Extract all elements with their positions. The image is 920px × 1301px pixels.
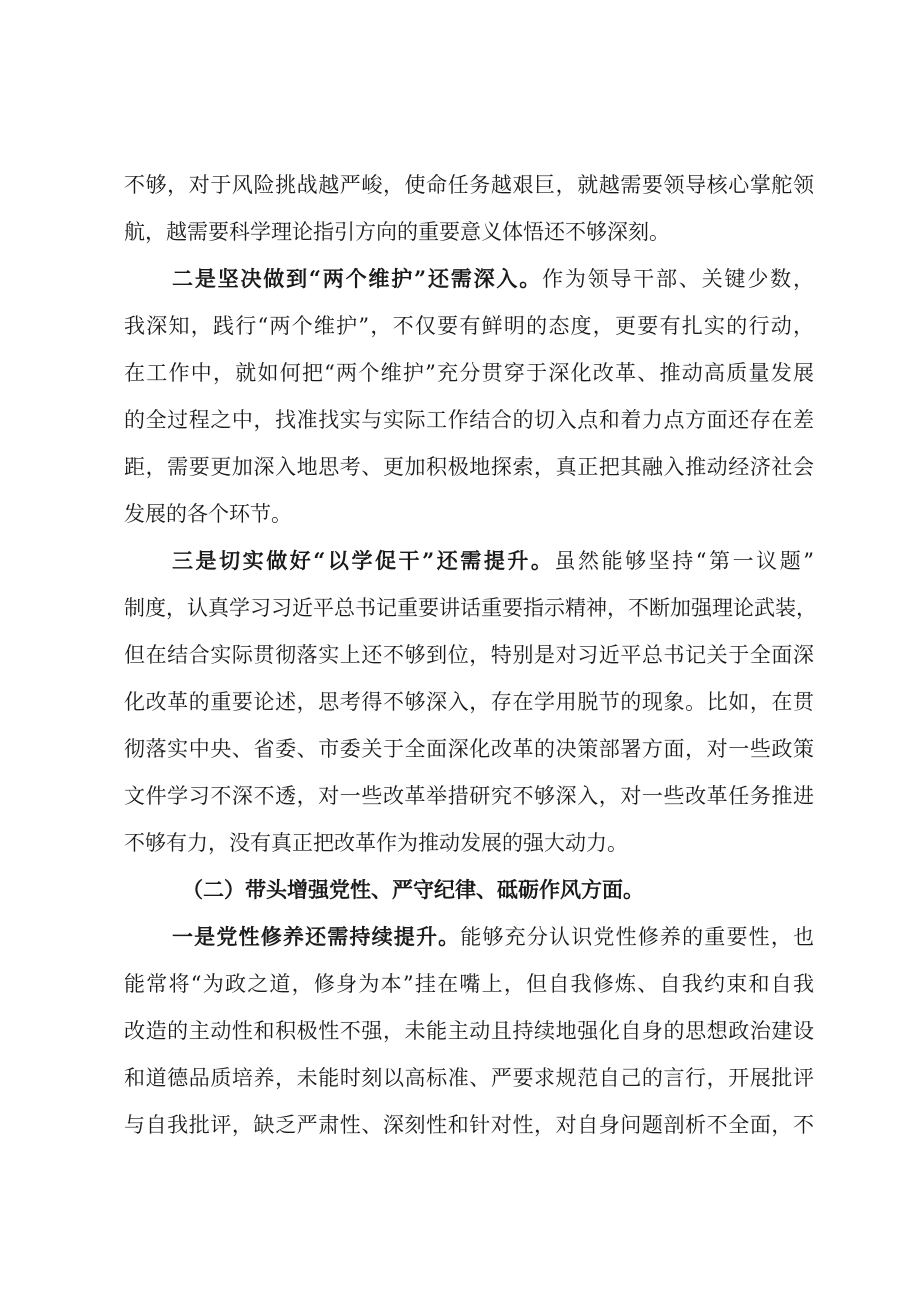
paragraph-first-line — [172, 266, 814, 292]
paragraph-text: 能够充分认识党性修养的重要性，也 — [460, 925, 815, 949]
paragraph-line: 制度，认真学习习近平总书记重要讲话重要指示精神，不断加强理论武装， — [124, 596, 817, 620]
paragraph-line: 距，需要更加深入地思考、更加积极地探索，真正把其融入推动经济社会 — [124, 455, 814, 479]
paragraph-line: 我深知，践行“两个维护”，不仅要有鲜明的态度，更要有扎实的行动， — [124, 314, 814, 338]
paragraph-line: 和道德品质培养，未能时刻以高标准、严要求规范自己的言行，开展批评 — [124, 1066, 814, 1090]
paragraph-line: 能常将“为政之道，修身为本”挂在嘴上，但自我修炼、自我约束和自我 — [124, 972, 814, 996]
paragraph-line: 彻落实中央、省委、市委关于全面深化改革的决策部署方面，对一些政策 — [124, 737, 814, 761]
paragraph-lead: 三是切实做好“以学促干”还需提升。 — [172, 548, 555, 573]
paragraph-line: 不够有力，没有真正把改革作为推动发展的强大动力。 — [124, 831, 628, 855]
paragraph-line: 不够，对于风险挑战越严峻，使命任务越艰巨，就越需要领导核心掌舵领 — [124, 173, 814, 197]
paragraph-lead: 一是党性修养还需持续提升。 — [172, 924, 461, 949]
paragraph-line: 文件学习不深不透，对一些改革举措研究不够深入，对一些改革任务推进 — [124, 784, 814, 808]
paragraph-first-line — [172, 924, 814, 950]
paragraph-line: 在工作中，就如何把“两个维护”充分贯穿于深化改革、推动高质量发展 — [124, 361, 814, 385]
paragraph-line: 发展的各个环节。 — [124, 502, 292, 526]
paragraph-line: 化改革的重要论述，思考得不够深入，存在学用脱节的现象。比如，在贯 — [124, 690, 814, 714]
section-heading: （二）带头增强党性、严守纪律、砥砺作风方面。 — [182, 877, 644, 902]
paragraph-line: 但在结合实际贯彻落实上还不够到位，特别是对习近平总书记关于全面深 — [124, 643, 814, 667]
paragraph-text: 虽然能够坚持“第一议题” — [554, 549, 814, 573]
paragraph-text: 作为领导干部、关键少数， — [542, 267, 814, 291]
paragraph-line: 的全过程之中，找准找实与实际工作结合的切入点和着力点方面还存在差 — [124, 408, 814, 432]
paragraph-line: 与自我批评，缺乏严肃性、深刻性和针对性，对自身问题剖析不全面，不 — [124, 1113, 814, 1137]
paragraph-lead: 二是坚决做到“两个维护”还需深入。 — [172, 266, 543, 291]
paragraph-line: 改造的主动性和积极性不强，未能主动且持续地强化自身的思想政治建设 — [124, 1019, 814, 1043]
paragraph-first-line — [172, 548, 814, 574]
paragraph-line: 航，越需要科学理论指引方向的重要意义体悟还不够深刻。 — [124, 220, 670, 244]
